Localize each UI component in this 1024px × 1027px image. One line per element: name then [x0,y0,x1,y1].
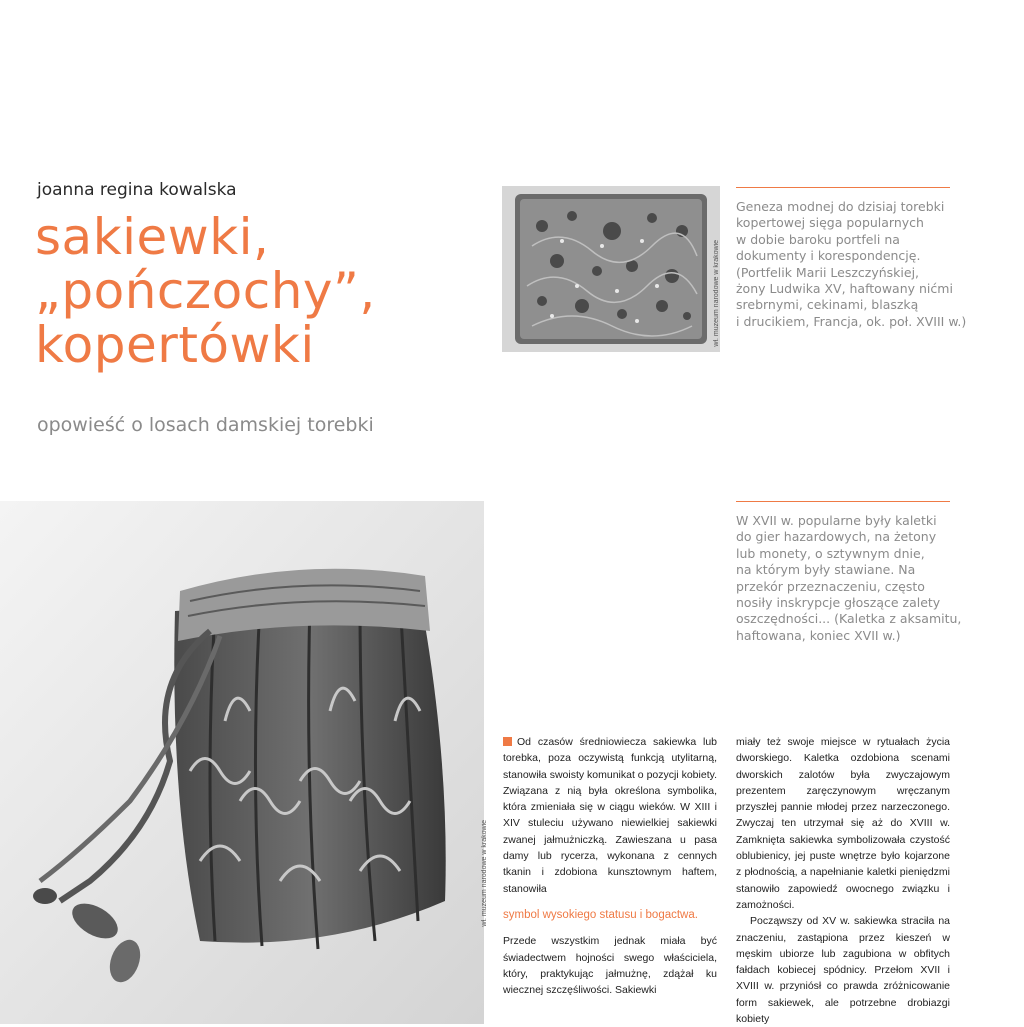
title-line: „pończochy”, [35,262,376,320]
photo-credit-text: wł. muzeum narodowe w krakowie [713,240,720,347]
paragraph-text: Od czasów średniowiecza sakiewka lub torebka, poza oczywistą funkcją utylitarną, stanowiła swoisty komunikat o pozycji kobiety. Związana z nią była określona symbolika, która zmieniała się w ciągu wieków. W XIII i XIV stuleciu używano niewielkiej sakiewki zwanej jałmużniczką. Zawieszana u pasa damy lub rycerza, wykonana z cennych tkanin i zdobiona kunsztownym haftem, stanowiła [503,736,717,895]
article-column-1 [503,734,717,998]
article-paragraph: miały też swoje miejsce w rytuałach życia dworskiego. Kaletka ozdobiona scenami dworskich zalotów była zwyczajowym prezentem zaręczynowym wręczanym przyszłej pannie młodej przez narzeczonego. Zwyczaj ten utrzymał się aż do XVIII w. Zamknięta sakiewka symbolizowała czystość oblubienicy, jej puste wnętrze było kojarzone z płodnością, a napełnianie kaletki pieniędzmi stanowiło zapowiedź owocnego związku i zamożności. [736,736,950,911]
caption-top: Geneza modnej do dzisiaj torebki kopertowej sięga popularnych w dobie baroku portfeli na dokumenty i korespondencję. (Portfelik Marii Leszczyńskiej, żony Ludwika XV, haftowany nićmi srebrnymi, cekinami, blaszką i drucikiem, Francja, ok. poł. XVIII w.) [736,199,967,329]
title-line: kopertówki [35,316,315,374]
author-name: joanna regina kowalska [37,180,237,200]
article-subtitle: opowieść o losach damskiej torebki [37,414,374,436]
photo-credit-top [713,240,725,360]
article-title [35,210,475,372]
paragraph-marker-icon [503,737,512,746]
title-line: sakiewki, [35,208,270,266]
caption-divider [736,501,950,502]
portfolio-photo [502,186,720,352]
article-paragraph: Począwszy od XV w. sakiewka straciła na znaczeniu, zastąpiona przez kieszeń w męskim ubiorze lub zagubiona w obfitych fałdach kobiecej spódnicy. Przełom XVII i XVIII w. przyniósł co prawda zróżnicowanie form sakiewek, ale potrzebne drobiazgi kobiety [736,915,950,1026]
caption-divider [736,187,950,188]
caption-middle: W XVII w. popularne były kaletki do gier hazardowych, na żetony lub monety, o sztywnym dnie, na którym były stawiane. Na przekór przeznaczeniu, często nosiły inskrypcje głoszące zalety oszczędności... (Kaletka z aksamitu, haftowana, koniec XVII w.) [736,513,962,643]
article-paragraph [503,734,717,897]
article-column-2 [736,734,950,1027]
photo-credit-text: wł. muzeum narodowe w krakowie [481,820,488,927]
article-paragraph: Przede wszystkim jednak miała być świadectwem hojności swego właściciela, który, praktykując jałmużnę, zdążał ku wiecznej szczęśliwości. Sakiewki [503,935,717,997]
pull-quote: symbol wysokiego statusu i bogactwa. [503,908,698,921]
pouch-photo [0,501,484,1024]
photo-credit-big [481,820,493,960]
